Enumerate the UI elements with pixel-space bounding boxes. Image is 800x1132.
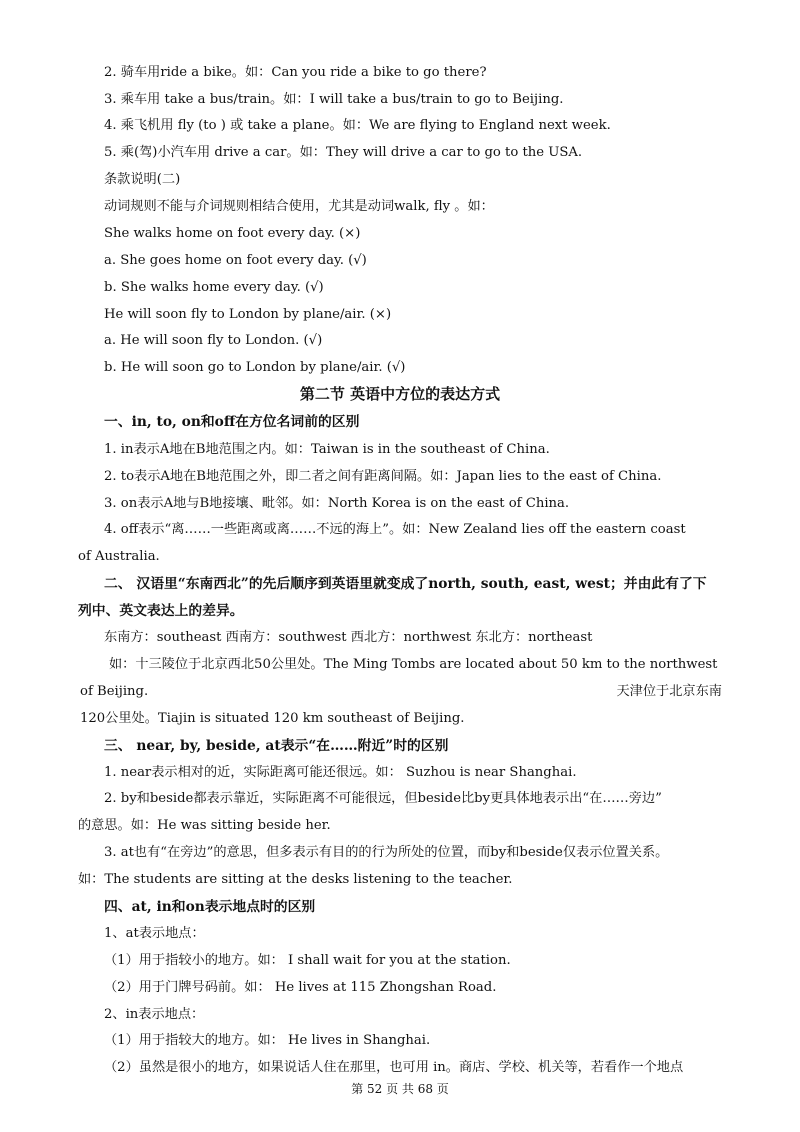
- text-line: a. He will soon fly to London. (√): [104, 333, 323, 348]
- text-line: 天津位于北京东南: [616, 684, 722, 699]
- subheading: 一、in, to, on和off在方位名词前的区别: [104, 414, 360, 430]
- text-line: 2. 骑车用ride a bike。如：Can you ride a bike to go there?: [104, 65, 487, 80]
- text-line: 4. 乘飞机用 fly (to ) 或 take a plane。如：We are flying to England next week.: [104, 118, 611, 133]
- text-line: 2、in表示地点：: [104, 1007, 205, 1022]
- text-line: He will soon fly to London by plane/air. (×): [104, 307, 392, 322]
- text-line: 如：The students are sitting at the desks listening to the teacher.: [78, 872, 513, 887]
- text-line: 1. in表示A地在B地范围之内。如：Taiwan is in the southeast of China.: [104, 442, 550, 457]
- section-title: 第二节 英语中方位的表达方式: [299, 385, 501, 403]
- text-line: 1、at表示地点：: [104, 926, 205, 941]
- text-line: 5. 乘(驾)小汽车用 drive a car。如：They will drive a car to go to the USA.: [104, 145, 583, 160]
- text-line: She walks home on foot every day. (×): [104, 226, 361, 241]
- subheading: 四、at, in和on表示地点时的区别: [104, 899, 316, 915]
- page-number: 第 52 页 共 68 页: [351, 1082, 449, 1096]
- text-line: 动词规则不能与介词规则相结合使用，尤其是动词walk, fly 。如：: [104, 199, 494, 214]
- text-line: 4. off表示“离……一些距离或离……不远的海上”。如：New Zealand lies off the eastern coast: [104, 522, 686, 537]
- text-line: of Australia.: [78, 549, 160, 564]
- text-line: b. She walks home every day. (√): [104, 280, 324, 295]
- text-line: 3. on表示A地与B地接壤、毗邻。如：North Korea is on the east of China.: [104, 496, 570, 511]
- subheading: 三、 near, by, beside, at表示“在……附近”时的区别: [104, 738, 449, 754]
- text-line: 120公里处。Tiajin is situated 120 km southeast of Beijing.: [80, 711, 465, 726]
- text-line: a. She goes home on foot every day. (√): [104, 253, 367, 268]
- text-line: of Beijing.: [80, 684, 149, 699]
- text-line: （1）用于指较大的地方。如： He lives in Shanghai.: [104, 1033, 431, 1048]
- text-line: 如：十三陵位于北京西北50公里处。The Ming Tombs are located about 50 km to the northwest: [109, 657, 718, 672]
- text-line: 东南方：southeast 西南方：southwest 西北方：northwest 东北方：northeast: [104, 630, 593, 645]
- text-line: （2）用于门牌号码前。如： He lives at 115 Zhongshan Road.: [104, 980, 497, 995]
- subheading: 列中、英文表达上的差异。: [78, 603, 244, 619]
- text-line: 3. 乘车用 take a bus/train。如：I will take a bus/train to go to Beijing.: [104, 92, 564, 107]
- text-line: 1. near表示相对的近，实际距离可能还很远。如： Suzhou is near Shanghai.: [104, 765, 577, 780]
- text-line: 的意思。如：He was sitting beside her.: [78, 818, 331, 833]
- text-line: 3. at也有“在旁边”的意思，但多表示有目的的行为所处的位置，而by和beside仅表示位置关系。: [104, 845, 669, 860]
- text-line: 2. by和beside都表示靠近，实际距离不可能很远，但beside比by更具体地表示出“在……旁边”: [104, 791, 662, 806]
- text-line: b. He will soon go to London by plane/air. (√): [104, 360, 406, 375]
- text-line: 2. to表示A地在B地范围之外，即二者之间有距离间隔。如：Japan lies to the east of China.: [104, 469, 662, 484]
- text-line: 条款说明(二): [104, 172, 181, 187]
- subheading: 二、 汉语里“东南西北”的先后顺序到英语里就变成了north, south, east, west；并由此有了下: [104, 576, 707, 592]
- text-line: （2）虽然是很小的地方，如果说话人住在那里，也可用 in。商店、学校、机关等，若看作一个地点: [104, 1060, 684, 1075]
- text-line: （1）用于指较小的地方。如： I shall wait for you at the station.: [104, 953, 511, 968]
